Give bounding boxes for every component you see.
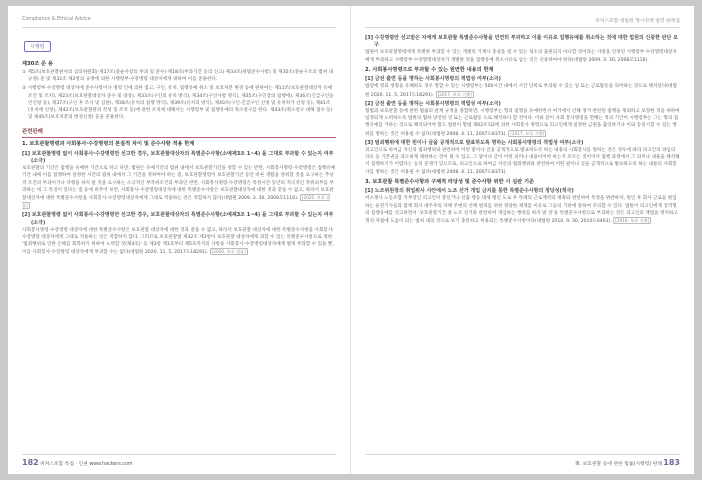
subsection-title: 2. 사회봉사명령으로 부과할 수 있는 원면한 내용의 한계	[365, 66, 494, 73]
case-ref: [2020. 보호 법률]	[22, 195, 331, 209]
case-ref: [2016. 보호 기출]	[615, 218, 650, 224]
left-body	[22, 33, 336, 452]
case-text	[22, 227, 336, 257]
case-ref: [2017. 보호 기출]	[510, 130, 545, 136]
left-header-title: Compliance & Ethical Advice	[22, 17, 91, 22]
right-page	[351, 6, 694, 474]
case-ref: [2020. 보호 법률]	[211, 249, 246, 255]
case-body: 보호관찰의 기간은 집행을 유예한 기간으로 하고 다만, 법원은 유예기간의 범위 내에서 보호관찰기간을 정할 수 있는 반면, 사회봉사명령·수강명령은 집행유예기간 내에 이를 집행하여 일정한 시간의 범위 내에서 그 기간을 정하여야 하는 점, 보호관찰명령이 보호관찰기간 동안 바른 생활을 영위할 것을 요구하는 추상적 조건의 부과이거나 악행을 하지 말 것을 요구하는 소극적인 부작위조건의 부과인 반면, 사회봉사명령·수강명령은 특정시간 동안의 적극적인 작위의무를 부과하는 데 그 특징이 있다는 점 등에 비추어 보면, 사회봉사·수강명령대상자에 대한 특별준수사항은 보호관찰대상자에 대한 것과 같을 수 없고, 따라서 보호관찰대상자에 대한 특별준수사항을 사회봉사·수강명령대상자에게 그대로 적용하는 것은 적합하지 않다(대법원 2009. 3. 30, 2008모1116).	[22, 166, 336, 202]
page-number: 182	[22, 458, 39, 467]
case-question: [3] 범죄행위에 대한 믿이나 글을 공개적으로 발표하도록 명하는 사회봉사명령의 적법성 여부(소극)	[365, 139, 584, 146]
case-text	[365, 83, 680, 98]
case-body: 법령에 명되 정형을 유해하도 경우 명할 수 있는 시행령부는 500시간 내에서 시간 단위로 부과될 수 있는 일 또는 근로활동을 의미하는 것으로 해석된다(대법원 2020. 11. 5, 2017도18291).	[365, 84, 677, 98]
case-question: [1] 금전 출연 등을 명하는 사회봉사명령의 적법성 여부(소극)	[365, 76, 501, 83]
paragraph: ① 제5조(보호관찰관서의 심의위원회)·제17조(중순사항의 부과 및 준수)·제18조(부과기간 등의 신고)·제33조(위법준수사항) 및 제35조(중순구조의 범위 내 규정) 준 및 제32조 제2항의 규정에 의한 시행령부·수강명령 대상자에게 대하여 이를 준용한다.	[22, 70, 334, 83]
case-question: [2] 보호관찰명령 없이 사회봉사·수강명령만 선고한 경우, 보호관찰대상자의 특별준수사항(소예제3조 1~4) 을 그대로 부과할 수 있는지 여부(소극)	[22, 212, 334, 226]
case-text	[22, 165, 336, 210]
case-text: 법원이 보호관찰명령에게 특별한 부과할 수 있는 개별의 기재사 충실을 걸 수 있는 성소의 출원되지 아니할 것이라는 사항을 인정된 시행령부·수강명령대상자에게 부과하고 시행령부·수강명령대상자가 개별한 것을 집행유예 취소사유로 삼는 것은 신중하여야 한다(대법원 2009. 3. 30, 2008모1116).	[365, 50, 677, 63]
paragraph: ② 시행령부·수강명령 대상자에 준수사항이나 명령 인에 의한 접고, 구인, 유치, 집행유예 취소 및 보호처분 변경 등에 관하여는 제11조(보호관찰대상자 유예 조건 및 조치), 제23조(보호관찰대상자 준수 및 대상), 제33조(구인의 유치 방식), 제34조(구인사항 명식), 제35조(구인장의 집행에), 제36조(긴급구인승인신청 등), 제37조(구인 후 조사 및 심판), 제38조(유치의 집행 방식), 제39조(유치의 방식), 제40조(구인·긴급구인 신청 및 유치허가 신청 등), 제41조(유치에 신청), 제42조(보호관찰관의 작성 및 조치 등)에 관한 조치에 대해서는 시행령부 및 집행유예의 취소청구를 한다. 제43조(취소청구 대해 접수 등) 및 제45조(보호처분의 변경신청) 등을 준용한다.	[22, 86, 334, 121]
case-text	[365, 108, 680, 138]
case-question: [1] 노조위원장의 취업위사 사안에서 노조 선거 개입 금지를 통한 특별준수사항의 정당성(적극)	[365, 188, 574, 195]
subsection-title: 1. 보호관찰명령과 사회봉사·수강명령의 본질적 차이 및 준수사항 적용 한계	[22, 141, 195, 148]
case-question: [2] 금전 출연 등을 명하는 사회봉사명령의 적법성 여부(소극)	[365, 100, 501, 107]
article-title: 제30조 준 용	[22, 61, 53, 67]
right-header-title: 위커스포함 대법원 형사정책 법령·판례집	[595, 19, 680, 24]
case-body: 형법과 보호관찰 등에 관한 법률의 관계 규정을 종합하면, 시행령부는 형의 집행을 유예한면서 여기에서 인해 생겨 관련된 집행을 제외하고 보장한 적을 위하여 일정되게 노력하도록 법원의 협하 당연한 것 또는 근로활동 으로 해석하다 할 것이다. 이와 같이 사회 봉사명령을 면해는 적의 기간이 시행령부는 그는 형의 집행유예를 가하는 것으로 해석되어야 함도 법원이 형법 제62조의2에 의한 사회봉사 명령으로 피고인에게 일정한 금원을 출연하거나 이와 동일시할 수 있는 행위를 명하는 것은 허용될 수 없다(대법원 2008. 4. 11, 2007도8373).	[365, 109, 680, 137]
section-heading: 관련판례	[22, 127, 336, 138]
left-page	[8, 6, 351, 474]
left-header	[22, 12, 336, 28]
right-footer	[365, 454, 680, 468]
case-ref: [2017. 보호 기출]	[437, 91, 472, 97]
book-spread	[8, 6, 694, 474]
case-body: 여소쟁사 노동조합 지부장인 피고인이 총선거나 선출 행동 대제 행인 도로 후 특례의 근로계약과 제휴와 관련하여 특정을 위반하자, 원인 후 회사 근로들 편입하는 운전기사들과 함께 회사 대주주의 자택 주변의 선택 편의를 위한 정당한 제재를 이유로 그들의 기관에 통하여 주의할 수 있다. 법원이 피고인에게 징역형의 집행유예를 선고하면서 '보호관찰기간 중 노조 선거와 관련하여 개입하는 행위를 하지 말 것'을 특별준수사항으로 부과하는 것은 피고인의 재범을 방지하고 개선·자립에 도움이 되는 범위 내의 것으로 보기 충분하고 허용되는 특별준수사항이다(대법원 2010. 9. 30, 2010도6403).	[365, 196, 678, 225]
footer-text: 위커스포함 특집 · 인권 www.hackers.com	[40, 462, 133, 467]
case-text: 피고인으로 하여금 자신의 범죄행위와 관련하여 어떤 말이나 글을 공개적으로 발표하도록 하는 내용의 사회봉사를 명하는 것은 경우에 따라 피고인의 양심의 자유 등 기본권을 과도하게 제한하는 것이 될 수 있고, 그 말이나 글이 어떤 의미나 내용이어야 하는지 모르는 것이어서 집행 과정에서 그 의미나 내용을 해석해서 집행하기가 어렵다는 등의 문제가 있으므로, 피고인으로 하여금 자신의 범죄행위와 관련하여 어떤 말이나 글을 공개적으로 발표하도록 하는 내용의 사회봉사를 명하는 것은 허용될 수 없다(대법원 2008. 4. 11, 2007도8373).	[365, 148, 680, 175]
right-body	[365, 33, 680, 452]
case-text	[365, 195, 680, 225]
page-number: 183	[663, 458, 680, 467]
case-body: 사회봉사명령·수강명령 대상자에 대한 특별준수사항은 보호관찰 대상자에 대한 것과 같을 수 없고, 따라서 보호관찰 대상자에 대한 특별준수사항을 사회봉사·수강명령 대상자에게 그대로 적용하는 것은 적합하지 않다. 그러므로 보호관찰법 제32조 제3항이 보호관찰 대상자에게 과할 수 있는 특별준수사항으로 정한 '범죄행위로 인한 손해를 회복하기 위하여 노력할 것(제4호)' 등 제3항 제1호부터 제5호까지의 사항을 사회봉사·수강명령대상자에게 별개 부과할 수 있을 뿐, 이를 사회봉사·수강명령 대상자에게 부과할 수는 없다(대법원 2020. 11. 5, 2017도18291).	[22, 227, 334, 256]
right-header	[365, 12, 680, 28]
left-footer	[22, 454, 336, 468]
subsection-title: 3. 보호관찰 특별준수사항과 구체적 타당성 및 준수사항 위반 시 심판 기준	[365, 178, 534, 185]
section-tag: 시행령	[24, 41, 51, 52]
case-question: [1] 보호관찰명령 없이 사회봉사·수강명령만 선고한 경우, 보호관찰대상자의 특별준수사항(소예제3조 1~4) 을 그대로 부과할 수 있는지 여부(소극)	[22, 150, 334, 165]
footer-text: III. 보호관찰 등에 관한 법률(시행령) 판례	[575, 462, 662, 467]
case-question: [3] 수강명령만 선고받은 자에게 보호관찰 특별준수사항을 민연히 부과하고 이를 이유로 집행유예를 취소하는 것에 대한 법원의 신중한 판단 요구	[365, 35, 678, 49]
